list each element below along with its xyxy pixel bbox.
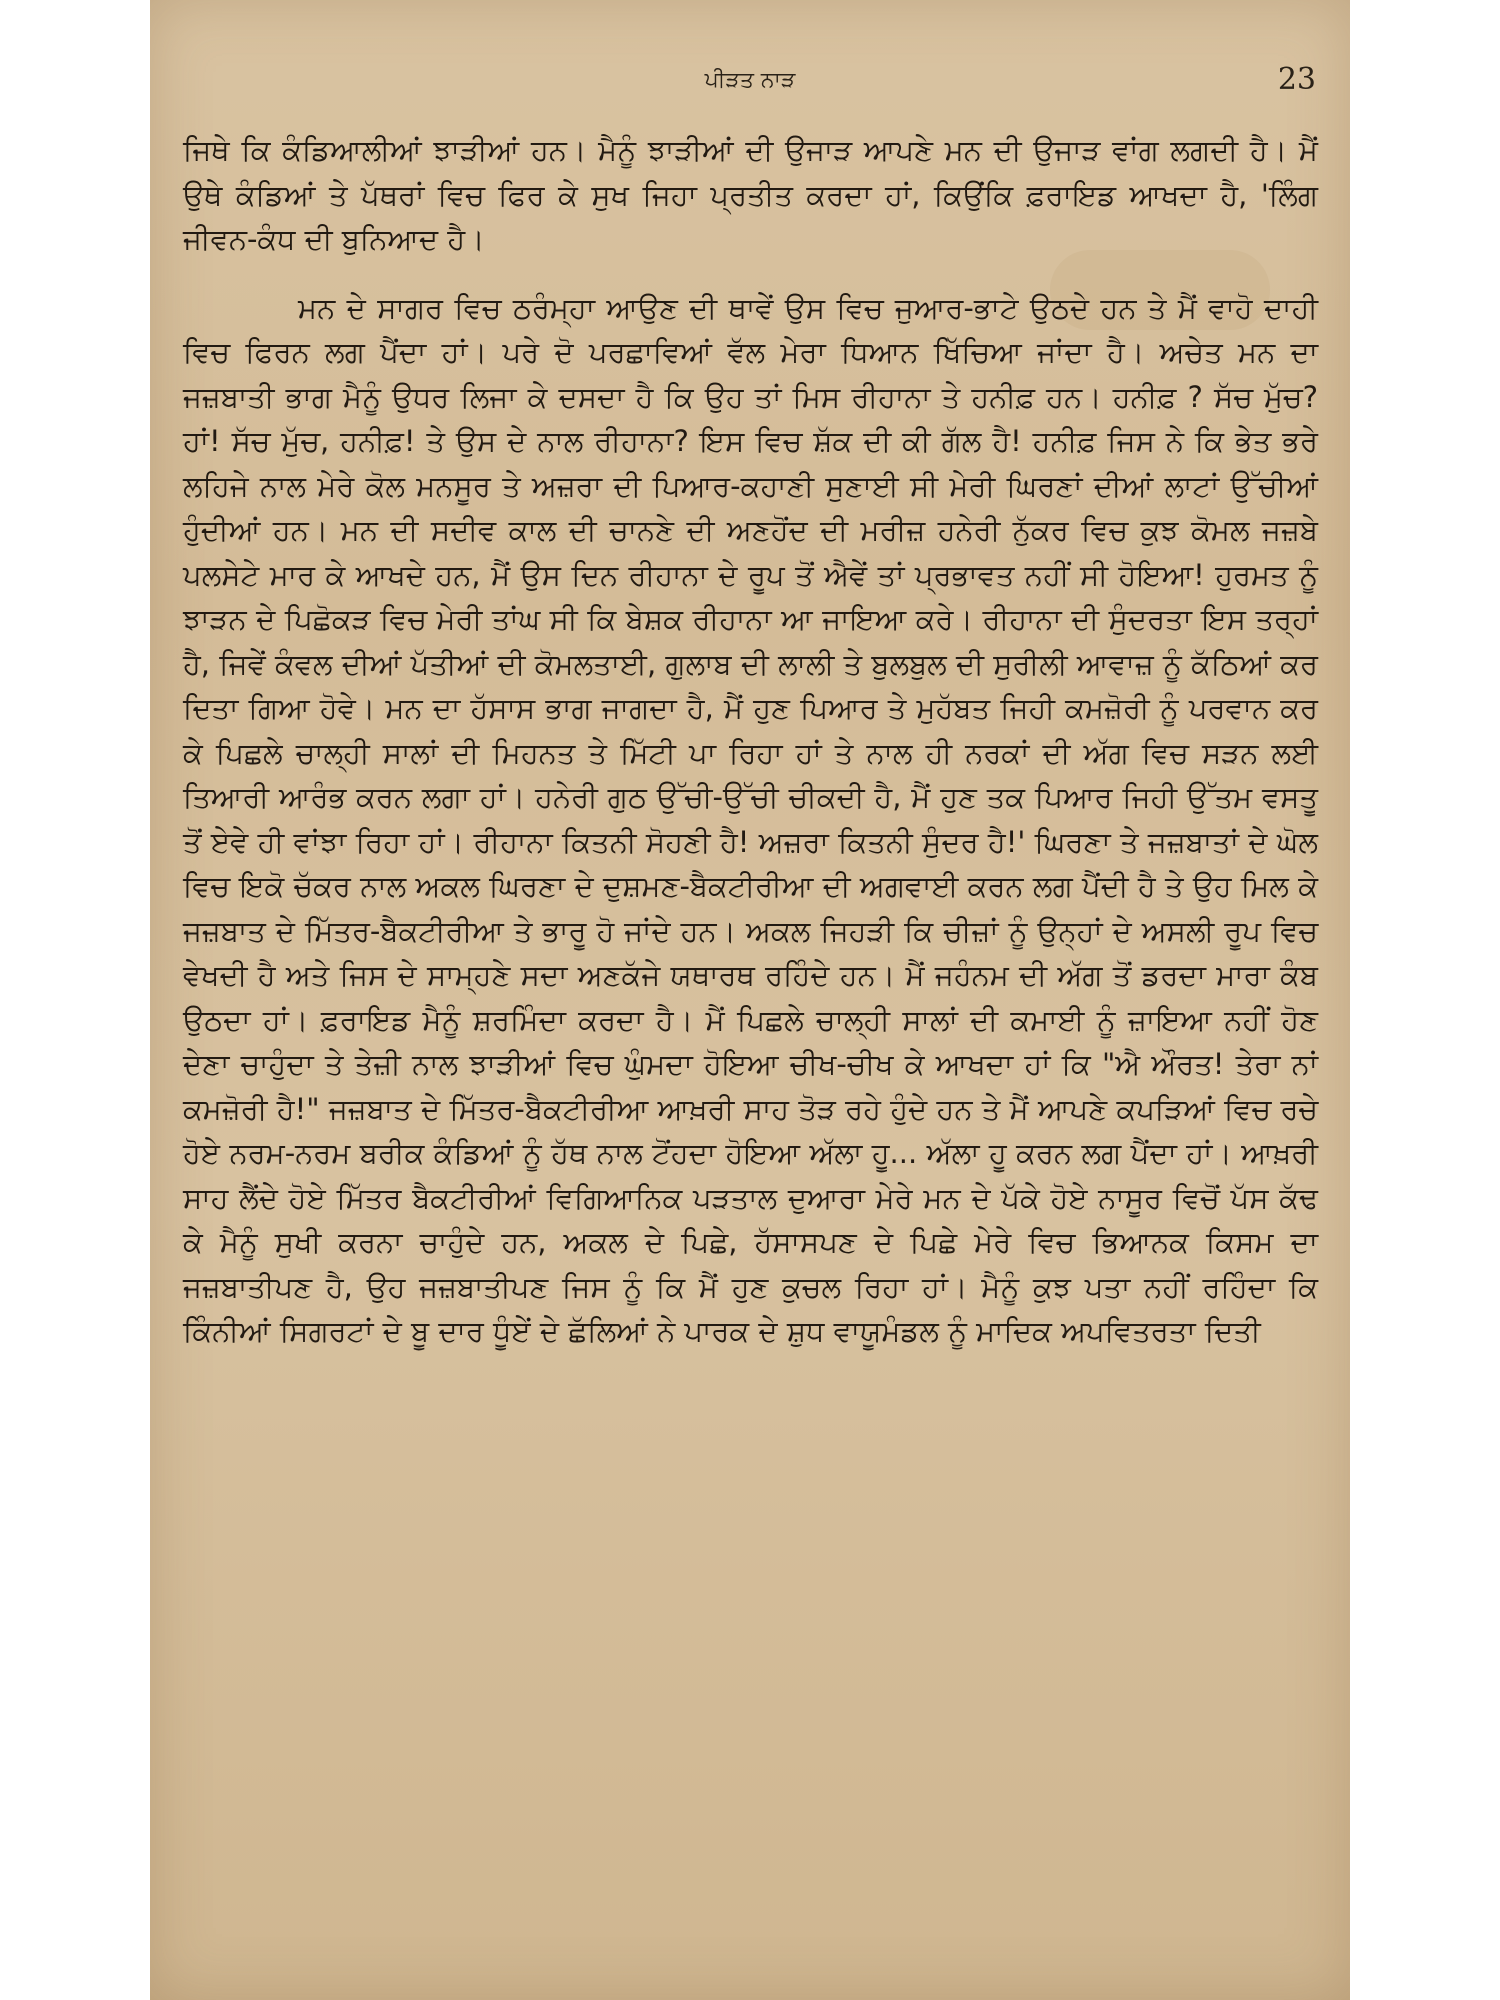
- paragraph-continued: ਜਿਥੇ ਕਿ ਕੰਡਿਆਲੀਆਂ ਝਾੜੀਆਂ ਹਨ। ਮੈਨੂੰ ਝਾੜੀਆਂ ਦੀ ਉਜਾੜ ਆਪਣੇ ਮਨ ਦੀ ਉਜਾੜ ਵਾਂਗ ਲਗਦੀ ਹੈ। ਮੈਂ ਉਥੇ ਕੰਡਿਆਂ ਤੇ ਪੱਥਰਾਂ ਵਿਚ ਫਿਰ ਕੇ ਸੁਖ ਜਿਹਾ ਪ੍ਰਤੀਤ ਕਰਦਾ ਹਾਂ, ਕਿਉਂਕਿ ਫ਼ਰਾਇਡ ਆਖਦਾ ਹੈ, 'ਲਿੰਗ ਜੀਵਨ-ਕੰਧ ਦੀ ਬੁਨਿਆਦ ਹੈ।: [183, 133, 1318, 256]
- page-header: [150, 62, 1350, 102]
- body-text: [183, 128, 1318, 1354]
- page-number: 23: [1277, 62, 1316, 97]
- running-title: ਪੀੜਤ ਨਾੜ: [704, 68, 796, 93]
- paragraph: ਮਨ ਦੇ ਸਾਗਰ ਵਿਚ ਠਰੰਮ੍ਹਾ ਆਉਣ ਦੀ ਥਾਵੇਂ ਉਸ ਵਿਚ ਜੁਆਰ-ਭਾਟੇ ਉਠਦੇ ਹਨ ਤੇ ਮੈਂ ਵਾਹੋ ਦਾਹੀ ਵਿਚ ਫਿਰਨ ਲਗ ਪੈਂਦਾ ਹਾਂ। ਪਰੇ ਦੋ ਪਰਛਾਵਿਆਂ ਵੱਲ ਮੇਰਾ ਧਿਆਨ ਖਿੱਚਿਆ ਜਾਂਦਾ ਹੈ। ਅਚੇਤ ਮਨ ਦਾ ਜਜ਼ਬਾਤੀ ਭਾਗ ਮੈਨੂੰ ਉਧਰ ਲਿਜਾ ਕੇ ਦਸਦਾ ਹੈ ਕਿ ਉਹ ਤਾਂ ਮਿਸ ਰੀਹਾਨਾ ਤੇ ਹਨੀਫ਼ ਹਨ। ਹਨੀਫ਼ ? ਸੱਚ ਮੁੱਚ? ਹਾਂ! ਸੱਚ ਮੁੱਚ, ਹਨੀਫ਼! ਤੇ ਉਸ ਦੇ ਨਾਲ ਰੀਹਾਨਾ? ਇਸ ਵਿਚ ਸ਼ੱਕ ਦੀ ਕੀ ਗੱਲ ਹੈ! ਹਨੀਫ਼ ਜਿਸ ਨੇ ਕਿ ਭੇਤ ਭਰੇ ਲਹਿਜੇ ਨਾਲ ਮੇਰੇ ਕੋਲ ਮਨਸੂਰ ਤੇ ਅਜ਼ਰਾ ਦੀ ਪਿਆਰ-ਕਹਾਣੀ ਸੁਣਾਈ ਸੀ ਮੇਰੀ ਘਿਰਣਾਂ ਦੀਆਂ ਲਾਟਾਂ ਉੱਚੀਆਂ ਹੁੰਦੀਆਂ ਹਨ। ਮਨ ਦੀ ਸਦੀਵ ਕਾਲ ਦੀ ਚਾਨਣੇ ਦੀ ਅਣਹੋਂਦ ਦੀ ਮਰੀਜ਼ ਹਨੇਰੀ ਨੁੱਕਰ ਵਿਚ ਕੁਝ ਕੋਮਲ ਜਜ਼ਬੇ ਪਲਸੇਟੇ ਮਾਰ ਕੇ ਆਖਦੇ ਹਨ, ਮੈਂ ਉਸ ਦਿਨ ਰੀਹਾਨਾ ਦੇ ਰੂਪ ਤੋਂ ਐਵੇਂ ਤਾਂ ਪ੍ਰਭਾਵਤ ਨਹੀਂ ਸੀ ਹੋਇਆ! ਹੁਰਮਤ ਨੂੰ ਝਾੜਨ ਦੇ ਪਿਛੋਕੜ ਵਿਚ ਮੇਰੀ ਤਾਂਘ ਸੀ ਕਿ ਬੇਸ਼ਕ ਰੀਹਾਨਾ ਆ ਜਾਇਆ ਕਰੇ। ਰੀਹਾਨਾ ਦੀ ਸੁੰਦਰਤਾ ਇਸ ਤਰ੍ਹਾਂ ਹੈ, ਜਿਵੇਂ ਕੰਵਲ ਦੀਆਂ ਪੱਤੀਆਂ ਦੀ ਕੋਮਲਤਾਈ, ਗੁਲਾਬ ਦੀ ਲਾਲੀ ਤੇ ਬੁਲਬੁਲ ਦੀ ਸੁਰੀਲੀ ਆਵਾਜ਼ ਨੂੰ ਕੱਠਿਆਂ ਕਰ ਦਿਤਾ ਗਿਆ ਹੋਵੇ। ਮਨ ਦਾ ਹੱਸਾਸ ਭਾਗ ਜਾਗਦਾ ਹੈ, ਮੈਂ ਹੁਣ ਪਿਆਰ ਤੇ ਮੁਹੱਬਤ ਜਿਹੀ ਕਮਜ਼ੋਰੀ ਨੂੰ ਪਰਵਾਨ ਕਰ ਕੇ ਪਿਛਲੇ ਚਾਲ੍ਹੀ ਸਾਲਾਂ ਦੀ ਮਿਹਨਤ ਤੇ ਮਿੱਟੀ ਪਾ ਰਿਹਾ ਹਾਂ ਤੇ ਨਾਲ ਹੀ ਨਰਕਾਂ ਦੀ ਅੱਗ ਵਿਚ ਸੜਨ ਲਈ ਤਿਆਰੀ ਆਰੰਭ ਕਰਨ ਲਗਾ ਹਾਂ। ਹਨੇਰੀ ਗੁਠ ਉੱਚੀ-ਉੱਚੀ ਚੀਕਦੀ ਹੈ, ਮੈਂ ਹੁਣ ਤਕ ਪਿਆਰ ਜਿਹੀ ਉੱਤਮ ਵਸਤੂ ਤੋਂ ਏਵੇ ਹੀ ਵਾਂਝਾ ਰਿਹਾ ਹਾਂ। ਰੀਹਾਨਾ ਕਿਤਨੀ ਸੋਹਣੀ ਹੈ! ਅਜ਼ਰਾ ਕਿਤਨੀ ਸੁੰਦਰ ਹੈ!' ਘਿਰਣਾ ਤੇ ਜਜ਼ਬਾਤਾਂ ਦੇ ਘੋਲ ਵਿਚ ਇਕੋ ਚੱਕਰ ਨਾਲ ਅਕਲ ਘਿਰਣਾ ਦੇ ਦੁਸ਼ਮਣ-ਬੈਕਟੀਰੀਆ ਦੀ ਅਗਵਾਈ ਕਰਨ ਲਗ ਪੈਂਦੀ ਹੈ ਤੇ ਉਹ ਮਿਲ ਕੇ ਜਜ਼ਬਾਤ ਦੇ ਮਿੱਤਰ-ਬੈਕਟੀਰੀਆ ਤੇ ਭਾਰੂ ਹੋ ਜਾਂਦੇ ਹਨ। ਅਕਲ ਜਿਹੜੀ ਕਿ ਚੀਜ਼ਾਂ ਨੂੰ ਉਨ੍ਹਾਂ ਦੇ ਅਸਲੀ ਰੂਪ ਵਿਚ ਵੇਖਦੀ ਹੈ ਅਤੇ ਜਿਸ ਦੇ ਸਾਮ੍ਹਣੇ ਸਦਾ ਅਣਕੱਜੇ ਯਥਾਰਥ ਰਹਿੰਦੇ ਹਨ। ਮੈਂ ਜਹੰਨਮ ਦੀ ਅੱਗ ਤੋਂ ਡਰਦਾ ਮਾਰਾ ਕੰਬ ਉਠਦਾ ਹਾਂ। ਫ਼ਰਾਇਡ ਮੈਨੂੰ ਸ਼ਰਮਿੰਦਾ ਕਰਦਾ ਹੈ। ਮੈਂ ਪਿਛਲੇ ਚਾਲ੍ਹੀ ਸਾਲਾਂ ਦੀ ਕਮਾਈ ਨੂੰ ਜ਼ਾਇਆ ਨਹੀਂ ਹੋਣ ਦੇਣਾ ਚਾਹੁੰਦਾ ਤੇ ਤੇਜ਼ੀ ਨਾਲ ਝਾੜੀਆਂ ਵਿਚ ਘੁੰਮਦਾ ਹੋਇਆ ਚੀਖ-ਚੀਖ ਕੇ ਆਖਦਾ ਹਾਂ ਕਿ "ਐ ਔਰਤ! ਤੇਰਾ ਨਾਂ ਕਮਜ਼ੋਰੀ ਹੈ!" ਜਜ਼ਬਾਤ ਦੇ ਮਿੱਤਰ-ਬੈਕਟੀਰੀਆ ਆਖ਼ਰੀ ਸਾਹ ਤੋੜ ਰਹੇ ਹੁੰਦੇ ਹਨ ਤੇ ਮੈਂ ਆਪਣੇ ਕਪੜਿਆਂ ਵਿਚ ਰਚੇ ਹੋਏ ਨਰਮ-ਨਰਮ ਬਰੀਕ ਕੰਡਿਆਂ ਨੂੰ ਹੱਥ ਨਾਲ ਟੋਂਹਦਾ ਹੋਇਆ ਅੱਲਾ ਹੂ... ਅੱਲਾ ਹੂ ਕਰਨ ਲਗ ਪੈਂਦਾ ਹਾਂ। ਆਖ਼ਰੀ ਸਾਹ ਲੈਂਦੇ ਹੋਏ ਮਿੱਤਰ ਬੈਕਟੀਰੀਆਂ ਵਿਗਿਆਨਿਕ ਪੜਤਾਲ ਦੁਆਰਾ ਮੇਰੇ ਮਨ ਦੇ ਪੱਕੇ ਹੋਏ ਨਾਸੂਰ ਵਿਚੋਂ ਪੱਸ ਕੱਢ ਕੇ ਮੈਨੂੰ ਸੁਖੀ ਕਰਨਾ ਚਾਹੁੰਦੇ ਹਨ, ਅਕਲ ਦੇ ਪਿਛੇ, ਹੱਸਾਸਪਣ ਦੇ ਪਿਛੇ ਮੇਰੇ ਵਿਚ ਭਿਆਨਕ ਕਿਸਮ ਦਾ ਜਜ਼ਬਾਤੀਪਣ ਹੈ, ਉਹ ਜਜ਼ਬਾਤੀਪਣ ਜਿਸ ਨੂੰ ਕਿ ਮੈਂ ਹੁਣ ਕੁਚਲ ਰਿਹਾ ਹਾਂ। ਮੈਨੂੰ ਕੁਝ ਪਤਾ ਨਹੀਂ ਰਹਿੰਦਾ ਕਿ ਕਿੰਨੀਆਂ ਸਿਗਰਟਾਂ ਦੇ ਬੂ ਦਾਰ ਧੂੰਏਂ ਦੇ ਛੱਲਿਆਂ ਨੇ ਪਾਰਕ ਦੇ ਸ਼ੁਧ ਵਾਯੂਮੰਡਲ ਨੂੰ ਮਾਦਿਕ ਅਪਵਿਤਰਤਾ ਦਿਤੀ: [183, 290, 1318, 1348]
- book-page: [150, 0, 1350, 2000]
